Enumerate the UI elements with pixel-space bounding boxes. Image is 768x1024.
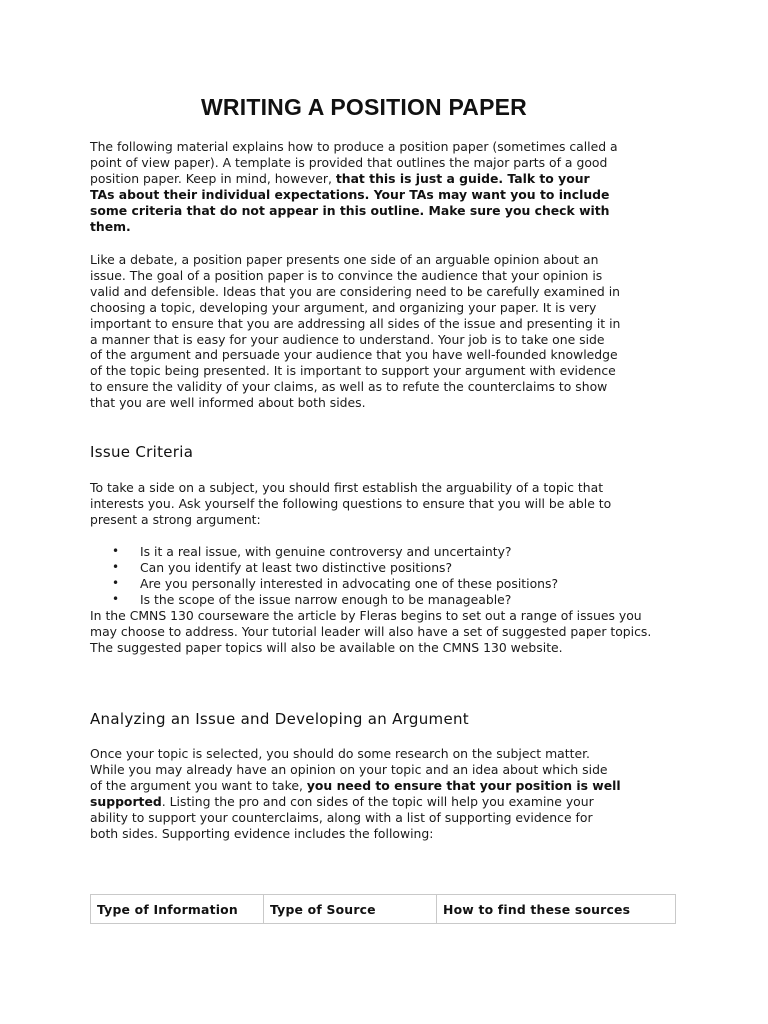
document-title: WRITING A POSITION PAPER xyxy=(201,94,527,120)
sources-table-header xyxy=(90,894,676,924)
intro-line: point of view paper). A template is provided that outlines the major parts of a good xyxy=(90,154,608,170)
table-header-cell: How to find these sources xyxy=(436,895,675,923)
list-item: • Is it a real issue, with genuine controversy and uncertainty? xyxy=(112,544,512,559)
table-header-cell: Type of Source xyxy=(263,895,436,923)
paragraph-line: The suggested paper topics will also be available on the CMNS 130 website. xyxy=(90,639,563,655)
intro-line xyxy=(90,187,680,203)
intro-line: position paper. Keep in mind, however, that this is just a guide. Talk to your xyxy=(90,170,590,186)
intro-line xyxy=(90,219,680,235)
paragraph-line: to ensure the validity of your claims, as well as to refute the counterclaims to show xyxy=(90,379,608,395)
intro-paragraph xyxy=(90,139,680,234)
paragraph-line: may choose to address. Your tutorial leader will also have a set of suggested paper topics. xyxy=(90,623,652,639)
paragraph-line: To take a side on a subject, you should first establish the arguability of a topic that xyxy=(90,480,604,495)
issue-criteria-list xyxy=(110,544,558,608)
bullet-icon: • xyxy=(112,591,120,606)
bullet-icon: • xyxy=(112,575,120,590)
paragraph-line: interests you. Ask yourself the following questions to ensure that you will be able to xyxy=(90,495,612,511)
paragraph-line: important to ensure that you are addressing all sides of the issue and presenting it in xyxy=(90,315,621,331)
paragraph-line: present a strong argument: xyxy=(90,511,261,527)
issue-criteria-heading: Issue Criteria xyxy=(90,443,194,461)
bullet-icon: • xyxy=(112,544,120,558)
paragraph-line: supported. Listing the pro and con sides of the topic will help you examine your xyxy=(90,793,594,809)
emphasis-text: you need to ensure that your position is well xyxy=(306,777,621,793)
emphasis-text: them. xyxy=(90,218,131,234)
paragraph-line: of the argument you want to take, you need to ensure that your position is well xyxy=(90,777,621,793)
emphasis-text: TAs about their individual expectations. Your TAs may want you to include xyxy=(90,186,610,202)
list-item: • Are you personally interested in advocating one of these positions? xyxy=(112,575,559,591)
table-header-cell: Type of Information xyxy=(97,901,238,917)
paragraph-line: In the CMNS 130 courseware the article by Fleras begins to set out a range of issues you xyxy=(90,608,642,623)
paragraph-line: valid and defensible. Ideas that you are considering need to be carefully examined in xyxy=(90,283,620,299)
issue-criteria-intro xyxy=(90,480,680,528)
list-item: • Is the scope of the issue narrow enough to be manageable? xyxy=(112,591,512,607)
paragraph-line: ability to support your counterclaims, along with a list of supporting evidence for xyxy=(90,809,593,825)
paragraph-line: choosing a topic, developing your argument, and organizing your paper. It is very xyxy=(90,299,597,315)
paragraph-line: While you may already have an opinion on your topic and an idea about which side xyxy=(90,761,608,777)
list-item: • Can you identify at least two distinctive positions? xyxy=(112,559,453,575)
paragraph-line: of the topic being presented. It is important to support your argument with evidence xyxy=(90,363,616,379)
paragraph-line: issue. The goal of a position paper is to convince the audience that your opinion is xyxy=(90,267,603,283)
bullet-icon: • xyxy=(112,559,120,574)
intro-line xyxy=(90,203,680,219)
emphasis-text: some criteria that do not appear in this outline. Make sure you check with xyxy=(90,202,610,218)
intro-line: The following material explains how to produce a position paper (sometimes called a xyxy=(90,139,618,154)
paragraph-line: Once your topic is selected, you should do some research on the subject matter. xyxy=(90,746,590,761)
paragraph-line: Like a debate, a position paper presents one side of an arguable opinion about an xyxy=(90,252,599,267)
paragraph-line: a manner that is easy for your audience to understand. Your job is to take one side xyxy=(90,331,605,347)
emphasis-text: that this is just a guide. Talk to your xyxy=(335,170,590,186)
paragraph-line: that you are well informed about both sides. xyxy=(90,395,366,411)
emphasis-text: supported xyxy=(90,793,162,809)
analyzing-heading: Analyzing an Issue and Developing an Argument xyxy=(90,710,469,728)
paragraph-line: of the argument and persuade your audience that you have well-founded knowledge xyxy=(90,347,618,363)
issue-criteria-followup xyxy=(90,608,680,656)
debate-paragraph xyxy=(90,252,680,411)
analyzing-paragraph xyxy=(90,746,680,841)
paragraph-line: both sides. Supporting evidence includes the following: xyxy=(90,825,434,841)
